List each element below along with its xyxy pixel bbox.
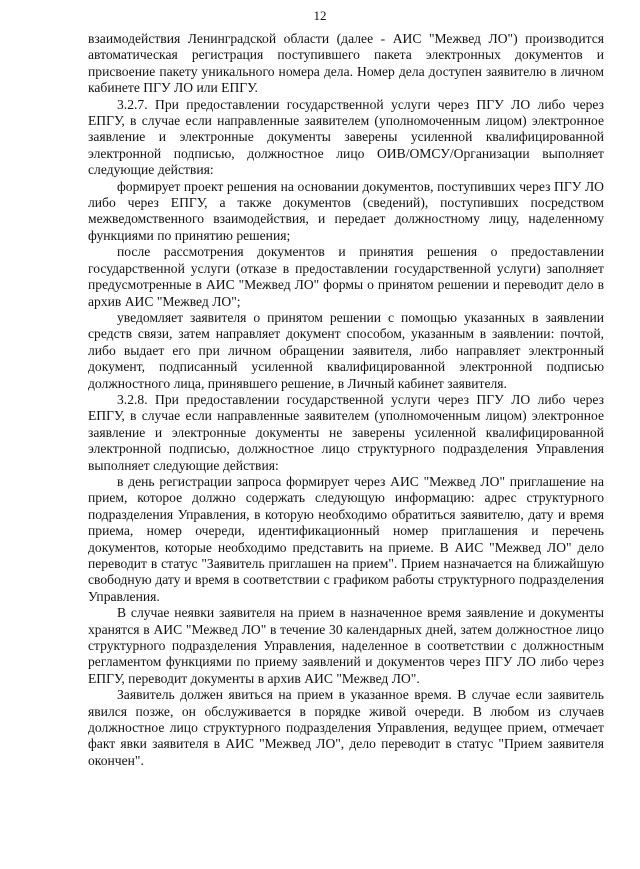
paragraph-invitation: в день регистрации запроса формирует через АИС "Межвед ЛО" приглашение на прием, которое должно содержать следующую информацию: адрес структурного подразделения Управления, в которую необходимо обратиться заявителю, дату и время приема, номер очереди, идентификационный номер приглашения и перечень документов, которые необходимо представить на приеме. В АИС "Межвед ЛО" дело переводит в статус "Заявитель приглашен на прием". Прием назначается на ближайшую свободную дату и время в соответствии с графиком работы структурного подразделения Управления. [88, 473, 604, 604]
paragraph-3-2-8: 3.2.8. При предоставлении государственной услуги через ПГУ ЛО либо через ЕПГУ, в случае если направленные заявителем (уполномоченным лицом) электронное заявление и электронные документы не заверены усиленной квалифицированной электронной подписью, должностное лицо структурного подразделения Управления выполняет следующие действия: [88, 391, 604, 473]
page-number: 12 [313, 8, 327, 23]
paragraph-no-show: В случае неявки заявителя на прием в назначенное время заявление и документы хранятся в АИС "Межвед ЛО" в течение 30 календарных дней, затем должностное лицо структурного подразделения Управления, наделенное в соответствии с должностным регламентом функциями по приему заявлений и документов через ПГУ ЛО либо через ЕПГУ, переводит документы в архив АИС "Межвед ЛО". [88, 605, 604, 686]
paragraph-appearance: Заявитель должен явиться на прием в указанное время. В случае если заявитель явился позже, он обслуживается в порядке живой очереди. В любом из случаев должностное лицо структурного подразделения Управления, ведущее прием, отмечает факт явки заявителя в АИС "Межвед ЛО", дело переводит в статус "Прием заявителя окончен". [88, 687, 604, 768]
paragraph-draft-decision: формирует проект решения на основании документов, поступивших через ПГУ ЛО либо через ЕПГУ, а также документов (сведений), поступивших посредством межведомственного взаимодействия, и передает должностному лицу, наделенному функциями по принятию решения; [88, 178, 604, 243]
paragraph-after-review: после рассмотрения документов и принятия решения о предоставлении государственной услуги (отказе в предоставлении государственной услуги) заполняет предусмотренные в АИС "Межвед ЛО" формы о принятом решении и переводит дело в архив АИС "Межвед ЛО"; [88, 244, 604, 309]
paragraph-notify-applicant: уведомляет заявителя о принятом решении с помощью указанных в заявлении средств связи, затем направляет документ способом, указанным в заявлении: почтой, либо выдает его при личном обращении заявителя, либо направляет электронный документ, подписанный усиленной квалифицированной электронной подписью должностного лица, принявшего решение, в Личный кабинет заявителя. [88, 309, 604, 391]
paragraph-3-2-7: 3.2.7. При предоставлении государственной услуги через ПГУ ЛО либо через ЕПГУ, в случае если направленные заявителем (уполномоченным лицом) электронное заявление и электронные документы заверены усиленной квалифицированной электронной подписью, должностное лицо ОИВ/ОМСУ/Организации выполняет следующие действия: [88, 96, 604, 178]
paragraph-aisd-registration: взаимодействия Ленинградской области (далее - АИС "Межвед ЛО") производится автоматическая регистрация поступившего пакета электронных документов и присвоение пакету уникального номера дела. Номер дела доступен заявителю в личном кабинете ПГУ ЛО или ЕПГУ. [88, 31, 604, 96]
document-body [88, 31, 604, 769]
